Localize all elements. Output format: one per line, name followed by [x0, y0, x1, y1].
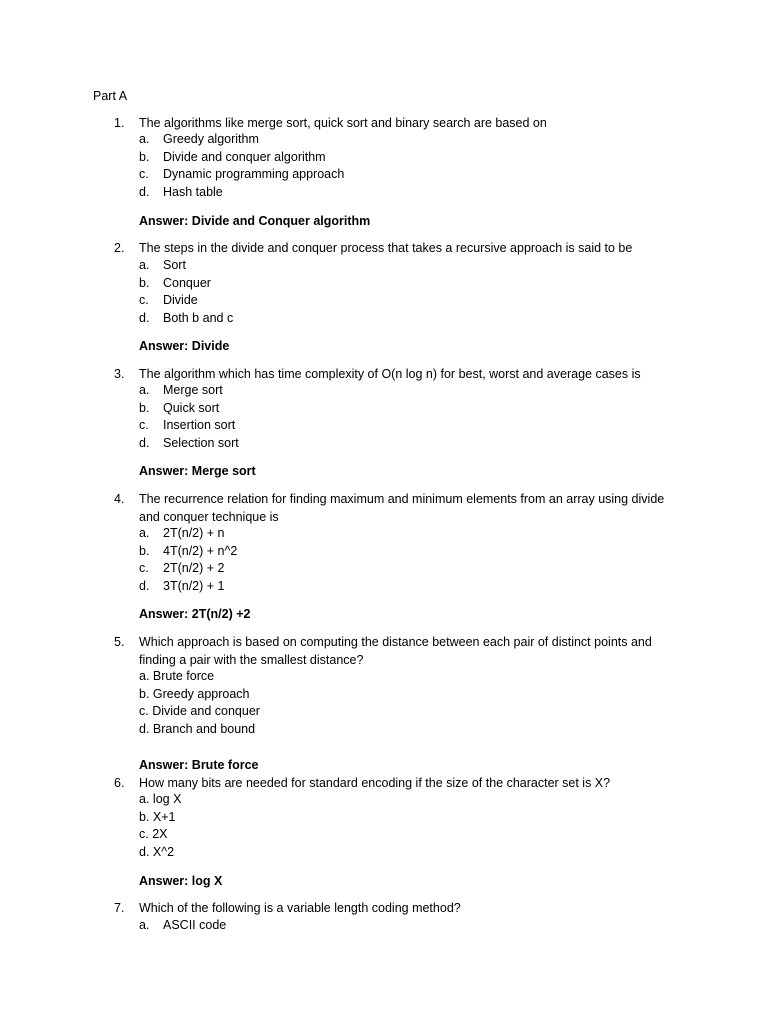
option-letter: c.	[139, 561, 149, 576]
option-text: Hash table	[163, 184, 223, 199]
option-letter: d.	[139, 844, 150, 859]
option-letter: d.	[139, 184, 150, 199]
option-item	[139, 166, 344, 184]
option-item	[139, 525, 237, 543]
question-number: 5.	[114, 635, 125, 649]
option-item	[139, 917, 226, 935]
option-letter: c.	[139, 418, 149, 433]
option-letter: c.	[139, 704, 149, 719]
option-item	[139, 435, 239, 453]
option-letter: b.	[139, 543, 150, 558]
option-text: 2X	[152, 827, 168, 842]
answer-5: Answer: Brute force	[139, 758, 259, 772]
option-item	[139, 826, 181, 844]
option-item	[139, 131, 344, 149]
question-text: How many bits are needed for standard encoding if the size of the character set is X?	[139, 776, 611, 790]
option-text: Greedy approach	[152, 686, 250, 701]
option-text: 2T(n/2) + n	[163, 526, 225, 540]
question-number: 2.	[114, 241, 125, 255]
option-item	[139, 578, 237, 596]
option-text: 3T(n/2) + 1	[163, 578, 225, 593]
answer-6: Answer: log X	[139, 874, 223, 888]
option-item	[139, 149, 344, 167]
options-list-2	[139, 257, 233, 327]
option-letter: d.	[139, 721, 150, 736]
option-letter: d.	[139, 578, 150, 593]
option-item	[139, 721, 260, 739]
option-text: Merge sort	[163, 383, 223, 397]
option-text: Dynamic programming approach	[163, 167, 345, 182]
option-letter: d.	[139, 435, 150, 450]
option-text: Quick sort	[163, 400, 220, 415]
option-item	[139, 382, 239, 400]
option-text: ASCII code	[163, 918, 227, 932]
option-item	[139, 400, 239, 418]
options-list-3	[139, 382, 239, 452]
part-title: Part A	[93, 89, 128, 103]
option-text: 4T(n/2) + n^2	[163, 543, 238, 558]
option-text: Insertion sort	[163, 418, 236, 433]
question-number: 4.	[114, 492, 125, 506]
option-text: Divide and conquer algorithm	[163, 149, 326, 164]
option-text: X+1	[152, 809, 176, 824]
option-letter: b.	[139, 686, 150, 701]
options-list-4	[139, 525, 237, 595]
option-letter: a.	[139, 132, 150, 146]
option-letter: b.	[139, 275, 150, 290]
question-number: 3.	[114, 367, 125, 381]
option-item	[139, 668, 260, 686]
option-text: Brute force	[152, 669, 215, 683]
option-item	[139, 844, 181, 862]
question-number: 6.	[114, 776, 125, 790]
option-text: Divide and conquer	[152, 704, 260, 719]
option-letter: c.	[139, 167, 149, 182]
answer-2: Answer: Divide	[139, 339, 230, 353]
option-text: log X	[152, 792, 182, 806]
option-text: Sort	[163, 258, 186, 272]
option-item	[139, 257, 233, 275]
option-text: Greedy algorithm	[163, 132, 259, 146]
option-text: Divide	[163, 293, 198, 308]
option-letter: d.	[139, 310, 150, 325]
question-text: The algorithm which has time complexity of O(n log n) for best, worst and average cases is	[139, 367, 641, 381]
question-text: Which approach is based on computing the distance between each pair of distinct points and finding a pair with the smallest distance?	[139, 635, 652, 667]
option-letter: a.	[139, 258, 150, 272]
option-item	[139, 417, 239, 435]
option-item	[139, 310, 233, 328]
option-item	[139, 275, 233, 293]
option-text: 2T(n/2) + 2	[163, 561, 225, 576]
option-item	[139, 560, 237, 578]
option-text: Selection sort	[163, 435, 239, 450]
option-letter: c.	[139, 293, 149, 308]
option-text: Both b and c	[163, 310, 234, 325]
option-letter: a.	[139, 526, 150, 540]
option-letter: b.	[139, 149, 150, 164]
option-item	[139, 543, 237, 561]
option-letter: b.	[139, 400, 150, 415]
option-letter: b.	[139, 809, 150, 824]
option-item	[139, 703, 260, 721]
option-letter: a.	[139, 383, 150, 397]
option-item	[139, 791, 181, 809]
question-text: Which of the following is a variable length coding method?	[139, 901, 461, 915]
option-text: X^2	[152, 844, 175, 859]
options-list-1	[139, 131, 344, 201]
question-number: 7.	[114, 901, 125, 915]
answer-3: Answer: Merge sort	[139, 464, 256, 478]
question-text: The algorithms like merge sort, quick sort and binary search are based on	[139, 116, 547, 130]
option-text: Branch and bound	[152, 721, 256, 736]
question-text: The steps in the divide and conquer process that takes a recursive approach is said to be	[139, 241, 633, 255]
options-list-6	[139, 791, 181, 861]
option-text: Conquer	[163, 275, 211, 290]
option-item	[139, 809, 181, 827]
option-letter: a.	[139, 669, 150, 683]
option-item	[139, 184, 344, 202]
option-item	[139, 686, 260, 704]
options-list-5	[139, 668, 260, 738]
answer-4: Answer: 2T(n/2) +2	[139, 607, 251, 621]
question-number: 1.	[114, 116, 125, 130]
question-text: The recurrence relation for finding maximum and minimum elements from an array using divide and conquer technique is	[139, 492, 665, 524]
option-letter: a.	[139, 918, 150, 932]
answer-1: Answer: Divide and Conquer algorithm	[139, 214, 371, 228]
option-item	[139, 292, 233, 310]
option-letter: a.	[139, 792, 150, 806]
option-letter: c.	[139, 827, 149, 842]
options-list-7	[139, 917, 226, 935]
